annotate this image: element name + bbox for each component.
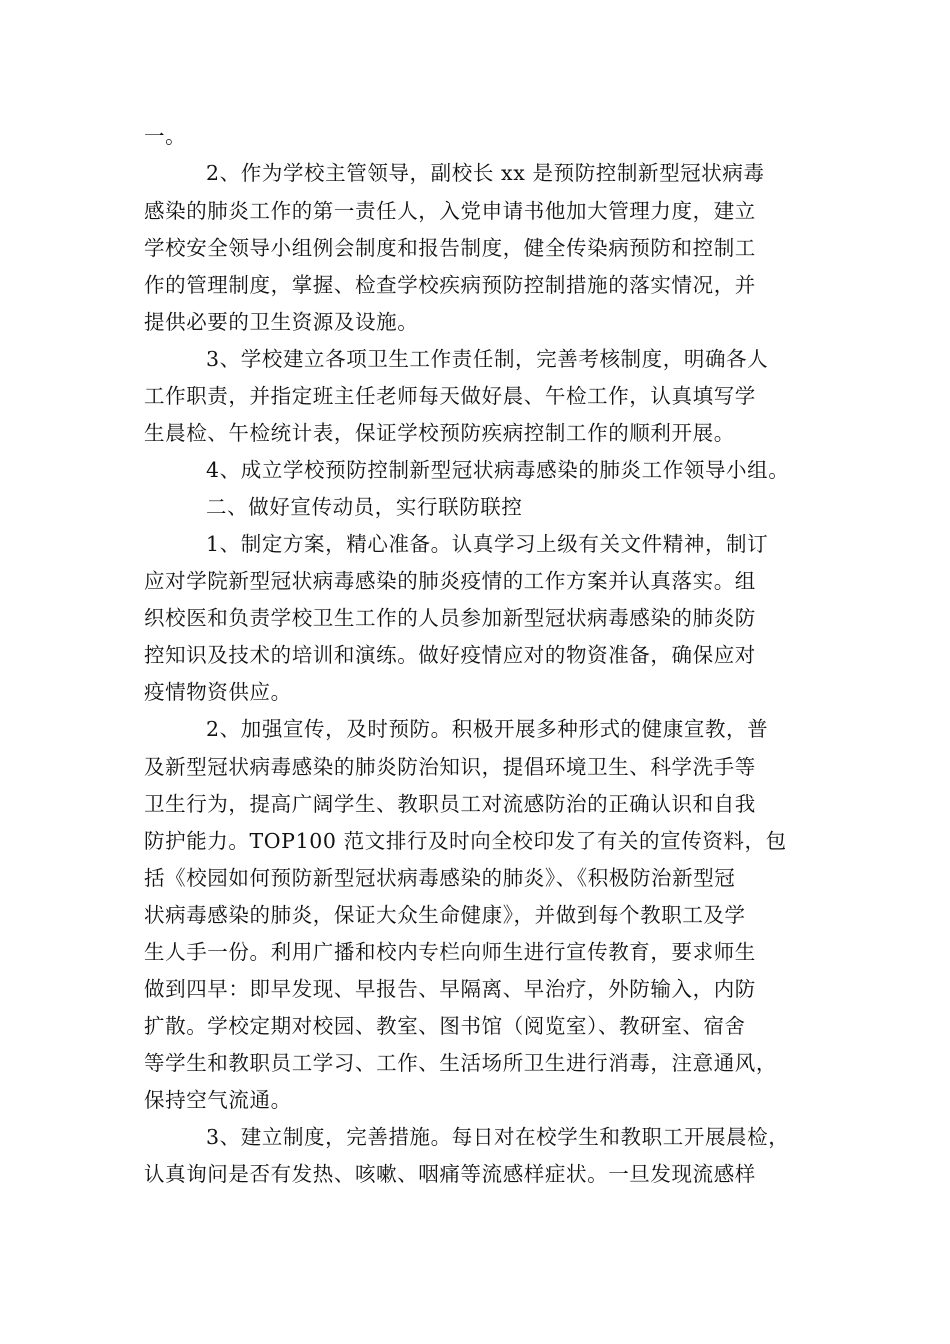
paragraph-2-line-5: 提供必要的卫生资源及设施。 (144, 310, 419, 334)
paragraph-2-line-2: 感染的肺炎工作的第一责任人，入党申请书他加大管理力度，建立 (144, 199, 756, 223)
paragraph-5-line-4: 控知识及技术的培训和演练。做好疫情应对的物资准备，确保应对 (144, 643, 756, 667)
paragraph-2-line-1: 2、作为学校主管领导，副校长 xx 是预防控制新型冠状病毒 (206, 161, 765, 185)
paragraph-6-line-10: 等学生和教职员工学习、工作、生活场所卫生进行消毒，注意通风， (144, 1051, 777, 1075)
paragraph-6-line-11: 保持空气流通。 (144, 1088, 292, 1112)
paragraph-6-line-2: 及新型冠状病毒感染的肺炎防治知识，提倡环境卫生、科学洗手等 (144, 755, 756, 779)
paragraph-4-line-1: 4、成立学校预防控制新型冠状病毒感染的肺炎工作领导小组。 (206, 458, 790, 482)
paragraph-6-line-7: 生人手一份。利用广播和校内专栏向师生进行宣传教育，要求师生 (144, 940, 756, 964)
paragraph-5-line-1: 1、制定方案，精心准备。认真学习上级有关文件精神，制订 (206, 532, 769, 556)
paragraph-6-line-6: 状病毒感染的肺炎，保证大众生命健康》，并做到每个教职工及学 (144, 903, 746, 927)
section-heading-2: 二、做好宣传动员，实行联防联控 (206, 495, 523, 519)
paragraph-5-line-2: 应对学院新型冠状病毒感染的肺炎疫情的工作方案并认真落实。组 (144, 569, 756, 593)
text-line-1: 一。 (144, 124, 187, 148)
paragraph-3-line-2: 工作职责，并指定班主任老师每天做好晨、午检工作，认真填写学 (144, 384, 756, 408)
paragraph-5-line-5: 疫情物资供应。 (144, 680, 292, 704)
paragraph-6-line-1: 2、加强宣传，及时预防。积极开展多种形式的健康宣教，普 (206, 717, 769, 741)
paragraph-6-line-8: 做到四早：即早发现、早报告、早隔离、早治疗，外防输入，内防 (144, 977, 756, 1001)
paragraph-2-line-3: 学校安全领导小组例会制度和报告制度，健全传染病预防和控制工 (144, 236, 756, 260)
paragraph-6-line-3: 卫生行为，提高广阔学生、教职员工对流感防治的正确认识和自我 (144, 792, 756, 816)
paragraph-7-line-2: 认真询问是否有发热、咳嗽、咽痛等流感样症状。一旦发现流感样 (144, 1162, 756, 1186)
paragraph-3-line-3: 生晨检、午检统计表，保证学校预防疾病控制工作的顺利开展。 (144, 421, 735, 445)
paragraph-7-line-1: 3、建立制度，完善措施。每日对在校学生和教职工开展晨检， (206, 1125, 790, 1149)
paragraph-6-line-4: 防护能力。TOP100 范文排行及时向全校印发了有关的宣传资料，包 (144, 829, 787, 853)
paragraph-5-line-3: 织校医和负责学校卫生工作的人员参加新型冠状病毒感染的肺炎防 (144, 606, 756, 630)
paragraph-6-line-5: 括《校园如何预防新型冠状病毒感染的肺炎》、《积极防治新型冠 (144, 866, 736, 890)
paragraph-3-line-1: 3、学校建立各项卫生工作责任制，完善考核制度，明确各人 (206, 347, 769, 371)
paragraph-2-line-4: 作的管理制度，掌握、检查学校疾病预防控制措施的落实情况，并 (144, 273, 756, 297)
paragraph-6-line-9: 扩散。学校定期对校园、教室、图书馆（阅览室）、教研室、宿舍 (144, 1014, 746, 1038)
